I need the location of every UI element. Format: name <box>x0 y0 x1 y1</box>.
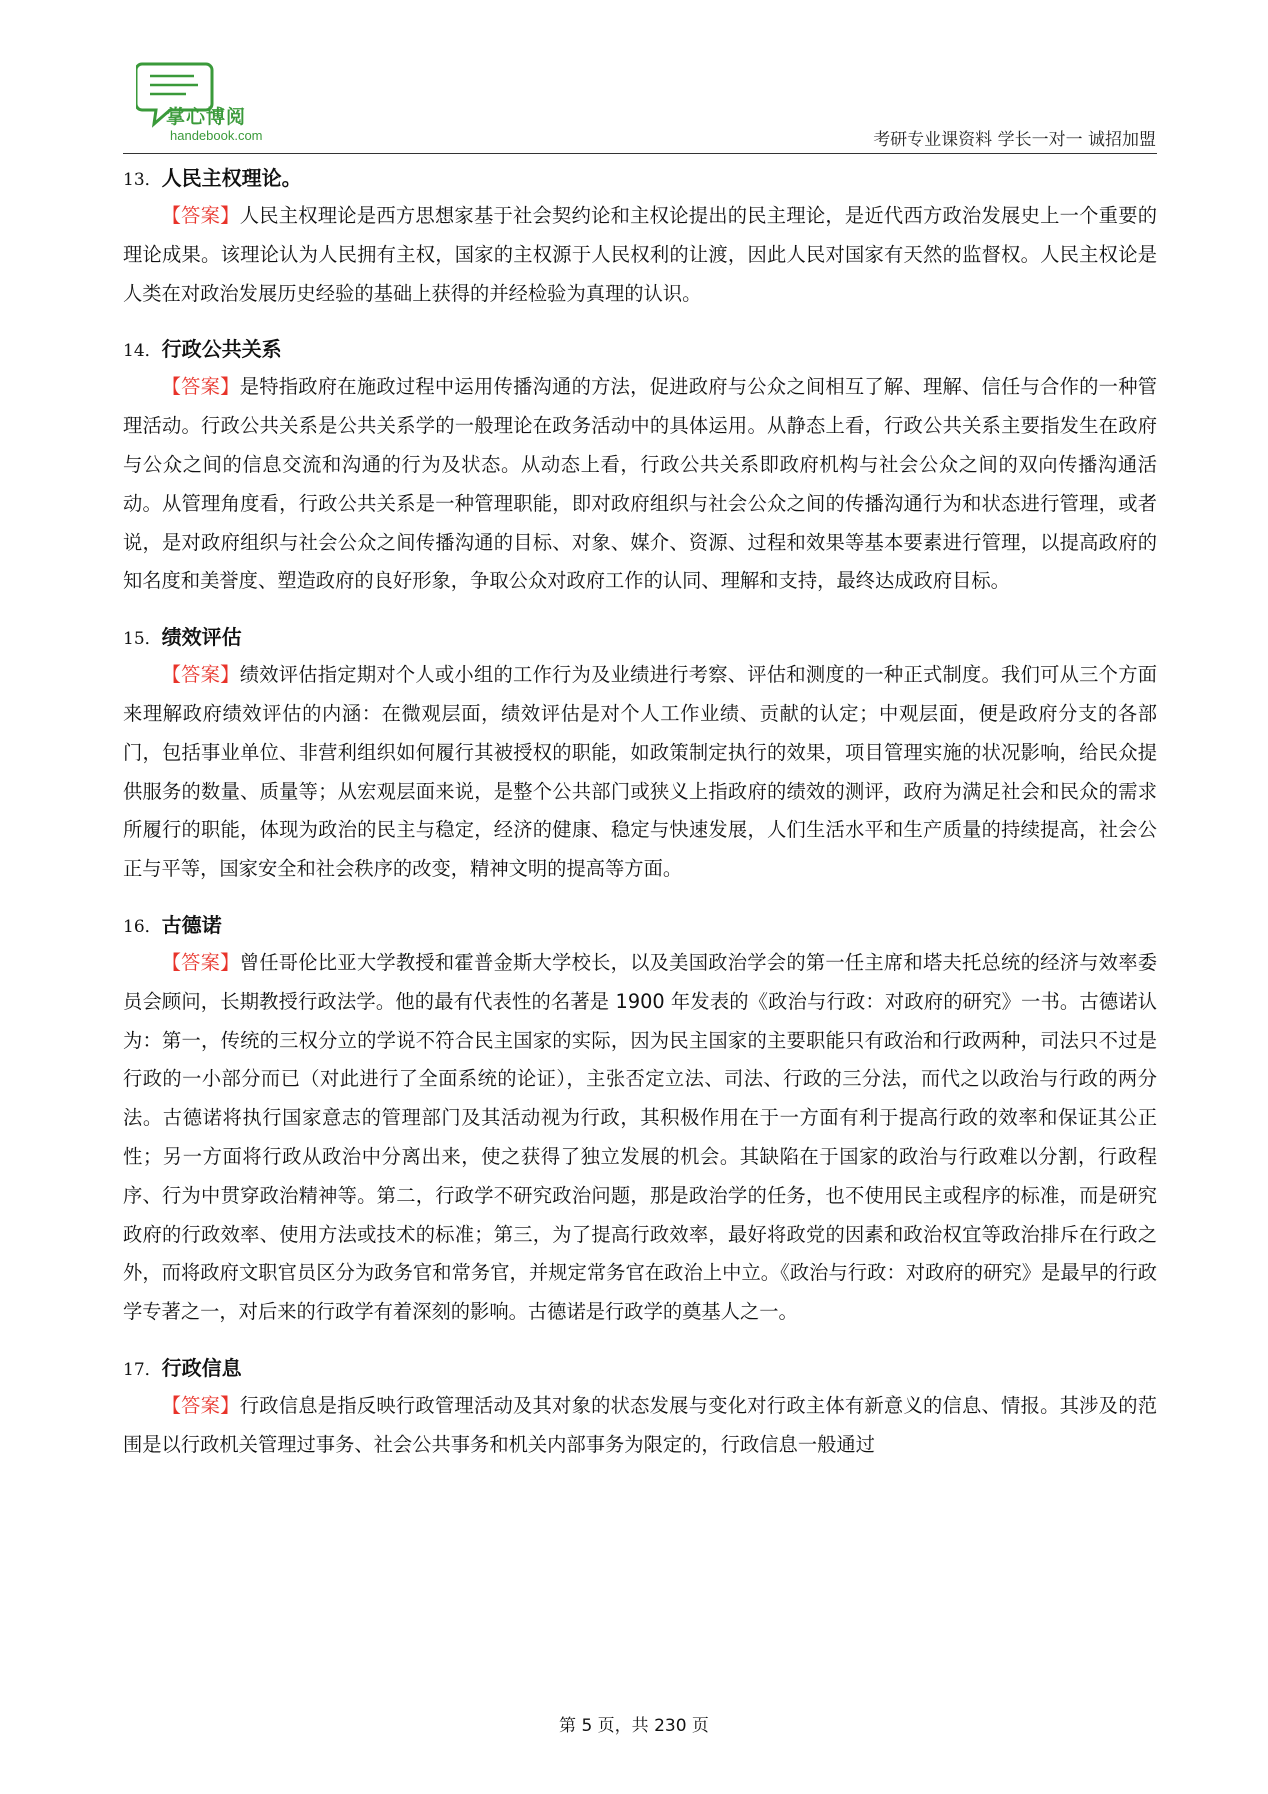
answer-tag: 【答案】 <box>161 204 240 227</box>
glossary-entry <box>123 907 1157 1332</box>
answer-tag: 【答案】 <box>161 375 240 399</box>
header-tagline: 考研专业课资料 学长一对一 诚招加盟 <box>873 130 1156 150</box>
entry-term: 行政公共关系 <box>161 337 282 362</box>
entry-answer <box>123 656 1157 889</box>
entry-number: 15． <box>123 629 162 650</box>
answer-text: 行政信息是指反映行政管理活动及其对象的状态发展与变化对行政主体有新意义的信息、情报。其涉及的范围是以行政机关管理过事务、社会公共事务和机关内部事务为限定的，行政信息一般通过 <box>123 1393 1157 1456</box>
entry-number: 16． <box>123 916 162 937</box>
entry-term: 绩效评估 <box>161 625 242 650</box>
entry-title <box>123 1350 1157 1387</box>
answer-tag: 【答案】 <box>161 950 240 974</box>
answer-tag: 【答案】 <box>161 1393 240 1417</box>
answer-tag: 【答案】 <box>161 663 240 687</box>
entry-answer <box>123 197 1157 313</box>
answer-text: 人民主权理论是西方思想家基于社会契约论和主权论提出的民主理论，是近代西方政治发展史上一个重要的理论成果。该理论认为人民拥有主权，国家的主权源于人民权利的让渡，因此人民对国家有天然的监督权。人民主权论是人类在对政治发展历史经验的基础上获得的并经检验为真理的认识。 <box>123 204 1157 305</box>
entry-term: 古德诺 <box>161 912 222 937</box>
entry-term: 行政信息 <box>161 1355 242 1380</box>
glossary-entry <box>123 160 1157 313</box>
page-number: 第 5 页，共 230 页 <box>559 1716 709 1736</box>
page-header <box>0 0 1268 160</box>
entry-title <box>123 907 1157 944</box>
answer-text: 曾任哥伦比亚大学教授和霍普金斯大学校长，以及美国政治学会的第一任主席和塔夫托总统的经济与效率委员会顾问，长期教授行政法学。他的最有代表性的名著是 1900 年发表的《政治与行政：对政府的研究》一书。古德诺认为：第一，传统的三权分立的学说不符合民主国家的实际，因为民主国家的主要职能只有政治和行政两种，司法只不过是行政的一小部分而已（对此进行了全面系统的论证），主张否定立法、司法、行政的三分法，而代之以政治与行政的两分法。古德诺将执行国家意志的管理部门及其活动视为行政，其积极作用在于一方面有利于提高行政的效率和保证其公正性；另一方面将行政从政治中分离出来，使之获得了独立发展的机会。其缺陷在于国家的政治与行政难以分割，行政程序、行为中贯穿政治精神等。第二，行政学不研究政治问题，那是政治学的任务，也不使用民主或程序的标准，而是研究政府的行政效率、使用方法或技术的标准；第三，为了提高行政效率，最好将政党的因素和政治权宜等政治排斥在行政之外，而将政府文职官员区分为政务官和常务官，并规定常务官在政治上中立。《政治与行政：对政府的研究》是最早的行政学专著之一，对后来的行政学有着深刻的影响。古德诺是行政学的奠基人之一。 <box>123 950 1157 1324</box>
answer-text: 绩效评估指定期对个人或小组的工作行为及业绩进行考察、评估和测度的一种正式制度。我们可从三个方面来理解政府绩效评估的内涵：在微观层面，绩效评估是对个人工作业绩、贡献的认定；中观层面，便是政府分支的各部门，包括事业单位、非营利组织如何履行其被授权的职能，如政策制定执行的效果，项目管理实施的状况影响，给民众提供服务的数量、质量等；从宏观层面来说，是整个公共部门或狭义上指政府的绩效的测评，政府为满足社会和民众的需求所履行的职能，体现为政治的民主与稳定，经济的健康、稳定与快速发展，人们生活水平和生产质量的持续提高，社会公正与平等，国家安全和社会秩序的改变，精神文明的提高等方面。 <box>123 663 1157 881</box>
entry-title <box>123 619 1157 656</box>
glossary-entry <box>123 1350 1157 1465</box>
entry-term: 人民主权理论。 <box>161 166 302 190</box>
entry-number: 13． <box>123 170 162 190</box>
entry-title <box>123 331 1157 368</box>
entry-answer <box>123 1387 1157 1465</box>
glossary-entry <box>123 619 1157 889</box>
glossary-entry <box>123 331 1157 601</box>
entry-title <box>123 160 1157 197</box>
entry-number: 14． <box>123 341 162 362</box>
logo-brand-url: handebook.com <box>170 128 263 143</box>
header-divider <box>123 153 1157 154</box>
entry-answer <box>123 944 1157 1332</box>
answer-text: 是特指政府在施政过程中运用传播沟通的方法，促进政府与公众之间相互了解、理解、信任与合作的一种管理活动。行政公共关系是公共关系学的一般理论在政务活动中的具体运用。从静态上看，行政公共关系主要指发生在政府与公众之间的信息交流和沟通的行为及状态。从动态上看，行政公共关系即政府机构与社会公众之间的双向传播沟通活动。从管理角度看，行政公共关系是一种管理职能，即对政府组织与社会公众之间的传播沟通行为和状态进行管理，或者说，是对政府组织与社会公众之间传播沟通的目标、对象、媒介、资源、过程和效果等基本要素进行管理，以提高政府的知名度和美誉度、塑造政府的良好形象，争取公众对政府工作的认同、理解和支持，最终达成政府目标。 <box>123 375 1157 593</box>
entry-number: 17． <box>123 1359 162 1380</box>
logo-brand-name: 掌心博阅 <box>166 106 247 128</box>
entry-answer <box>123 368 1157 601</box>
document-body <box>123 160 1157 1483</box>
